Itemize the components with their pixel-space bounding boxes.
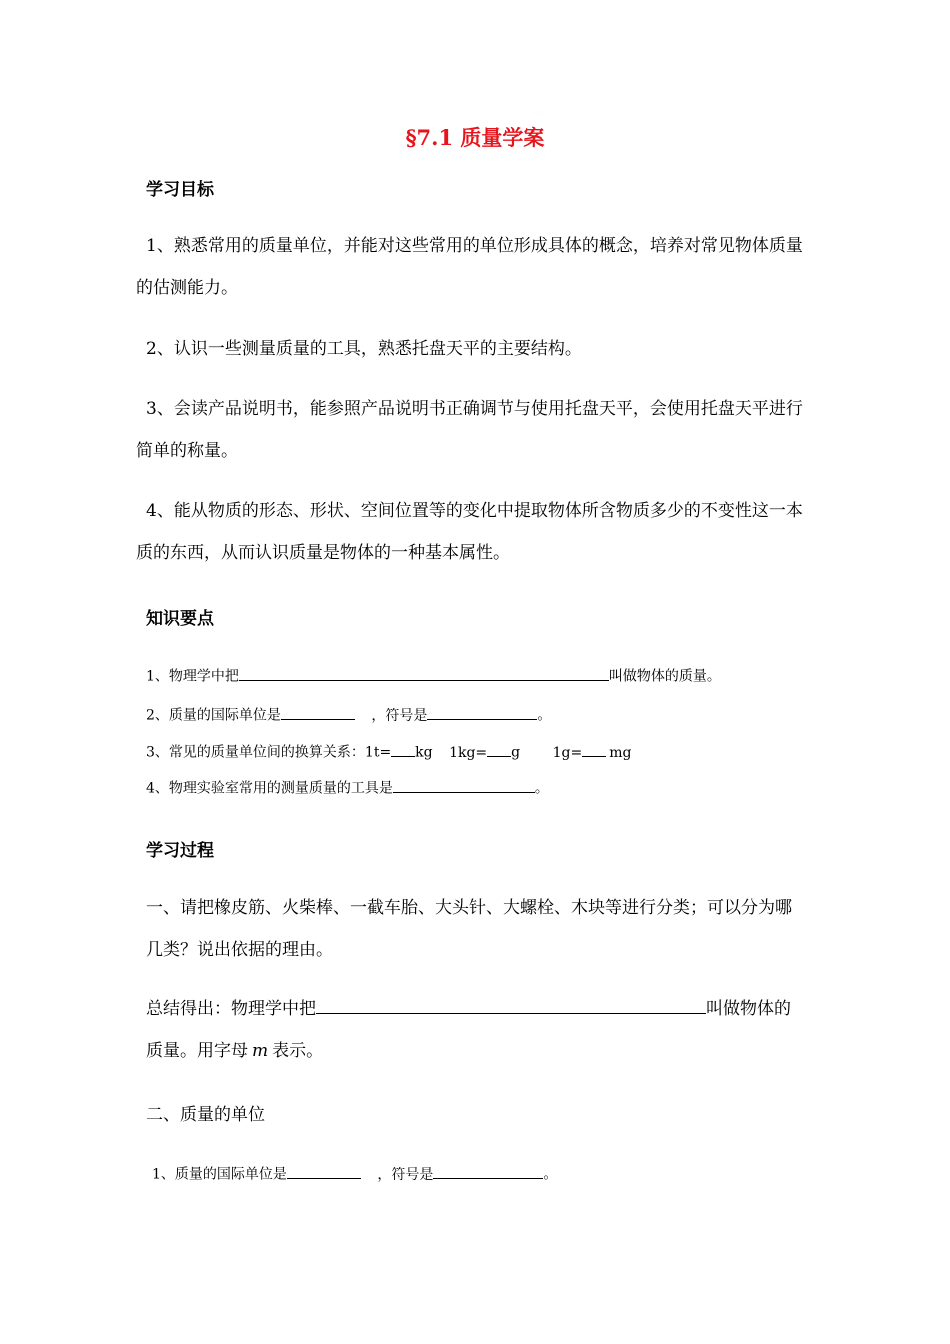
point-item: 1、物理学中把 叫做物体的质量。 xyxy=(146,665,721,686)
process-item: 1、质量的国际单位是 ，符号是 。 xyxy=(152,1163,557,1184)
blank-field[interactable] xyxy=(287,1163,361,1179)
blank-field[interactable] xyxy=(433,1163,543,1179)
blank-field[interactable] xyxy=(316,995,706,1014)
blank-field[interactable] xyxy=(239,665,609,681)
point-item: 3、常见的质量单位间的换算关系：1t= kg 1kg= g 1g= mg xyxy=(146,741,631,762)
point-item: 2、质量的国际单位是 ，符号是 。 xyxy=(146,704,551,725)
blank-field[interactable] xyxy=(281,704,355,720)
blank-field[interactable] xyxy=(487,741,511,757)
blank-field[interactable] xyxy=(582,741,606,757)
blank-field[interactable] xyxy=(391,741,415,757)
point-item: 4、物理实验室常用的测量质量的工具是 。 xyxy=(146,777,549,798)
blank-field[interactable] xyxy=(393,777,535,793)
section-points-heading: 知识要点 xyxy=(146,609,214,629)
goal-item: 1、熟悉常用的质量单位，并能对这些常用的单位形成具体的概念，培养对常见物体质量的估测能力。 xyxy=(136,236,803,298)
blank-field[interactable] xyxy=(427,704,537,720)
goal-item: 2、认识一些测量质量的工具，熟悉托盘天平的主要结构。 xyxy=(146,339,582,359)
section-goals-heading: 学习目标 xyxy=(146,180,214,200)
page-title: §7.1 质量学案 xyxy=(405,125,545,150)
goal-item: 4、能从物质的形态、形状、空间位置等的变化中提取物体所含物质多少的不变性这一本质的东西，从而认识质量是物体的一种基本属性。 xyxy=(136,501,803,563)
goal-item: 3、会读产品说明书，能参照产品说明书正确调节与使用托盘天平，会使用托盘天平进行简单的称量。 xyxy=(136,399,803,461)
section-process-heading: 学习过程 xyxy=(146,841,214,861)
process-question: 一、请把橡皮筋、火柴棒、一截车胎、大头针、大螺栓、木块等进行分类；可以分为哪几类？说出依据的理由。 xyxy=(146,898,792,960)
process-subheading: 二、质量的单位 xyxy=(146,1105,265,1125)
process-summary: 总结得出：物理学中把 叫做物体的质量。用字母 m 表示。 xyxy=(146,988,806,1072)
